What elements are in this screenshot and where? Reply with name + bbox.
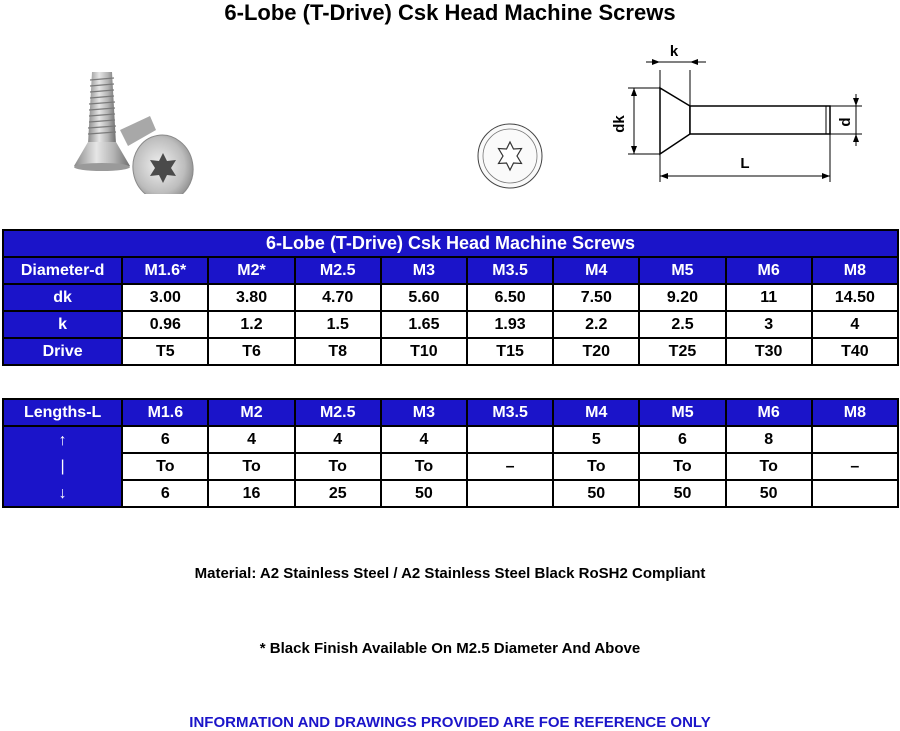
label-L: L xyxy=(740,155,750,172)
table-cell: To xyxy=(553,453,639,480)
page-title: 6-Lobe (T-Drive) Csk Head Machine Screws xyxy=(224,0,676,25)
table-row xyxy=(3,480,898,507)
table-cell: – xyxy=(467,453,553,480)
table-cell: 5.60 xyxy=(381,284,467,311)
table-cell: To xyxy=(381,453,467,480)
lengths-table xyxy=(2,398,899,508)
drive-top-view xyxy=(478,124,542,188)
table-cell: 50 xyxy=(381,480,467,507)
table-cell: 7.50 xyxy=(553,284,639,311)
product-illustrations xyxy=(0,34,900,194)
label-k: k xyxy=(669,43,679,60)
table-cell: 4.70 xyxy=(295,284,381,311)
disclaimer-note: INFORMATION AND DRAWINGS PROVIDED ARE FOE REFERENCE ONLY xyxy=(189,714,711,731)
illustration-area xyxy=(0,34,900,194)
table-cell: 0.96 xyxy=(122,311,208,338)
table-cell: T10 xyxy=(381,338,467,365)
size-header: M5 xyxy=(639,257,725,284)
table-cell: T25 xyxy=(639,338,725,365)
table-cell: 2.5 xyxy=(639,311,725,338)
size-header: M8 xyxy=(812,399,898,426)
table-cell: 50 xyxy=(726,480,812,507)
label-d: d xyxy=(837,117,854,127)
table-row xyxy=(3,338,898,365)
table-cell: To xyxy=(122,453,208,480)
size-header: M6 xyxy=(726,399,812,426)
material-note: Material: A2 Stainless Steel / A2 Stainless Steel Black RoSH2 Compliant xyxy=(194,565,706,582)
table-cell: 5 xyxy=(553,426,639,453)
table-cell: 1.93 xyxy=(467,311,553,338)
table-cell: 6 xyxy=(122,426,208,453)
row-label-k: k xyxy=(3,311,122,338)
row-label-lengths: Lengths-L xyxy=(3,399,122,426)
row-label-diameter: Diameter-d xyxy=(3,257,122,284)
size-header: M2 xyxy=(208,399,294,426)
table-cell: 1.2 xyxy=(208,311,294,338)
size-header: M4 xyxy=(553,257,639,284)
table-cell: 16 xyxy=(208,480,294,507)
table-cell: 2.2 xyxy=(553,311,639,338)
table-cell xyxy=(812,480,898,507)
size-header: M3 xyxy=(381,257,467,284)
row-label-drive: Drive xyxy=(3,338,122,365)
screw-photo xyxy=(74,72,198,194)
size-header: M2.5 xyxy=(295,399,381,426)
table-cell: 3.00 xyxy=(122,284,208,311)
table-cell: T30 xyxy=(726,338,812,365)
table-cell: T40 xyxy=(812,338,898,365)
table-row xyxy=(3,284,898,311)
table-cell: 9.20 xyxy=(639,284,725,311)
table-cell: 11 xyxy=(726,284,812,311)
table-cell: 4 xyxy=(208,426,294,453)
table-cell: T6 xyxy=(208,338,294,365)
table-cell: To xyxy=(639,453,725,480)
table-header-row xyxy=(3,399,898,426)
table-cell: 50 xyxy=(553,480,639,507)
table-cell xyxy=(467,480,553,507)
table-cell: 6 xyxy=(122,480,208,507)
size-header: M1.6 xyxy=(122,399,208,426)
table-cell: 3.80 xyxy=(208,284,294,311)
table-cell: 6.50 xyxy=(467,284,553,311)
vertical-bar-icon: | xyxy=(3,453,122,480)
size-header: M2* xyxy=(208,257,294,284)
table-cell: T8 xyxy=(295,338,381,365)
size-header: M1.6* xyxy=(122,257,208,284)
size-header: M4 xyxy=(553,399,639,426)
table-cell: To xyxy=(726,453,812,480)
size-header: M3.5 xyxy=(467,257,553,284)
table-row xyxy=(3,311,898,338)
table-cell: 4 xyxy=(812,311,898,338)
table-cell: 3 xyxy=(726,311,812,338)
table-cell: T15 xyxy=(467,338,553,365)
size-header: M5 xyxy=(639,399,725,426)
table-cell: 25 xyxy=(295,480,381,507)
table-cell: 14.50 xyxy=(812,284,898,311)
size-header: M3 xyxy=(381,399,467,426)
size-header: M2.5 xyxy=(295,257,381,284)
table-cell: 1.5 xyxy=(295,311,381,338)
table-cell: To xyxy=(208,453,294,480)
table-cell: – xyxy=(812,453,898,480)
down-arrow-icon: ↓ xyxy=(3,480,122,507)
size-header: M8 xyxy=(812,257,898,284)
up-arrow-icon: ↑ xyxy=(3,426,122,453)
table-row xyxy=(3,426,898,453)
table-header-row xyxy=(3,257,898,284)
table-cell: 8 xyxy=(726,426,812,453)
finish-note: * Black Finish Available On M2.5 Diameter And Above xyxy=(259,640,641,657)
row-label-dk: dk xyxy=(3,284,122,311)
size-header: M3.5 xyxy=(467,399,553,426)
table-cell: 4 xyxy=(381,426,467,453)
dimensions-table xyxy=(2,229,899,366)
table-cell xyxy=(467,426,553,453)
table-cell: T5 xyxy=(122,338,208,365)
label-dk: dk xyxy=(611,115,628,133)
table-cell: 50 xyxy=(639,480,725,507)
size-header: M6 xyxy=(726,257,812,284)
table-cell: 6 xyxy=(639,426,725,453)
table-row xyxy=(3,453,898,480)
table-cell: T20 xyxy=(553,338,639,365)
table-cell: 1.65 xyxy=(381,311,467,338)
table-cell: To xyxy=(295,453,381,480)
table-cell: 4 xyxy=(295,426,381,453)
table-caption: 6-Lobe (T-Drive) Csk Head Machine Screws xyxy=(3,230,898,257)
table-cell xyxy=(812,426,898,453)
